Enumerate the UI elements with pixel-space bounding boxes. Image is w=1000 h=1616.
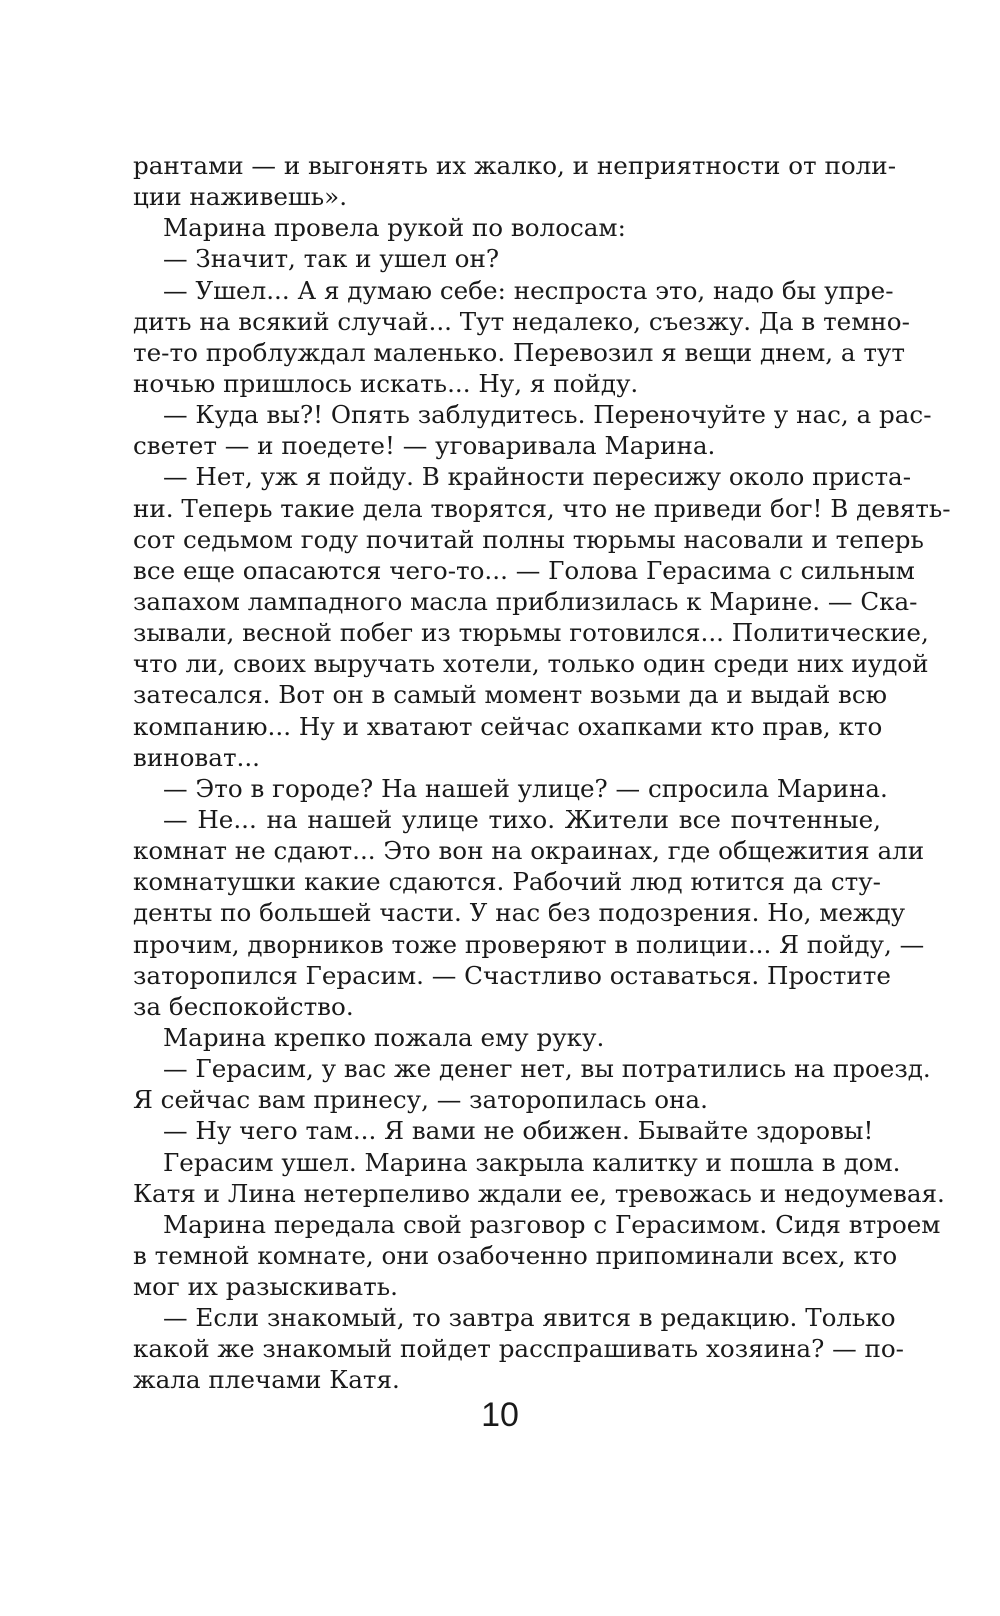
text-line: — Герасим, у вас же денег нет, вы потратились на проезд.: [163, 1054, 931, 1084]
text-line: ночью пришлось искать... Ну, я пойду.: [133, 368, 639, 398]
text-line: Катя и Лина нетерпеливо ждали ее, тревожась и недоумевая.: [133, 1178, 945, 1208]
text-line: жала плечами Катя.: [133, 1365, 400, 1395]
text-line: прочим, дворников тоже проверяют в полиции... Я пойду, —: [133, 929, 925, 959]
text-line: комнатушки какие сдаются. Рабочий люд ютится да сту-: [133, 867, 881, 897]
text-line: затесался. Вот он в самый момент возьми да и выдай всю: [133, 680, 888, 710]
text-line: Я сейчас вам принесу, — заторопилась она.: [133, 1085, 708, 1115]
text-line: — Куда вы?! Опять заблудитесь. Переночуйте у нас, а рас-: [163, 400, 932, 430]
text-line: — Не... на нашей улице тихо. Жители все почтенные,: [163, 804, 881, 834]
text-line: — Ну чего там... Я вами не обижен. Бывайте здоровы!: [163, 1116, 874, 1146]
text-line: Марина крепко пожала ему руку.: [163, 1022, 605, 1052]
text-line: в темной комнате, они озабоченно припоминали всех, кто: [133, 1240, 898, 1270]
text-line: все еще опасаются чего-то... — Голова Герасима с сильным: [133, 555, 915, 585]
text-line: — Это в городе? На нашей улице? — спросила Марина.: [163, 773, 888, 803]
text-line: светет — и поедете! — уговаривала Марина.: [133, 431, 716, 461]
text-line: — Нет, уж я пойду. В крайности пересижу около приста-: [163, 462, 912, 492]
text-line: Марина провела рукой по волосам:: [163, 213, 626, 243]
body-text: [133, 150, 951, 1396]
page-number: 10: [481, 1396, 519, 1434]
text-line: комнат не сдают... Это вон на окраинах, где общежития али: [133, 836, 925, 866]
text-line: какой же знакомый пойдет расспрашивать хозяина? — по-: [133, 1334, 904, 1364]
text-line: дить на всякий случай... Тут недалеко, съезжу. Да в темно-: [133, 306, 910, 336]
text-line: что ли, своих выручать хотели, только один среди них иудой: [133, 649, 929, 679]
text-line: компанию... Ну и хватают сейчас охапками кто прав, кто: [133, 711, 883, 741]
text-line: виноват...: [133, 742, 261, 772]
text-line: те-то проблуждал маленько. Перевозил я вещи днем, а тут: [133, 337, 906, 367]
text-line: — Если знакомый, то завтра явится в редакцию. Только: [163, 1303, 896, 1333]
text-line: заторопился Герасим. — Счастливо оставаться. Простите: [133, 960, 891, 990]
text-line: рантами — и выгонять их жалко, и неприятности от поли-: [133, 151, 897, 180]
text-line: мог их разыскивать.: [133, 1272, 398, 1302]
text-line: ни. Теперь такие дела творятся, что не приведи бог! В девять-: [133, 493, 951, 523]
text-line: Герасим ушел. Марина закрыла калитку и пошла в дом.: [163, 1147, 901, 1177]
text-line: денты по большей части. У нас без подозрения. Но, между: [133, 898, 906, 928]
text-line: Марина передала свой разговор с Герасимом. Сидя втроем: [163, 1209, 941, 1239]
text-line: — Ушел... А я думаю себе: неспроста это, надо бы упре-: [163, 275, 894, 305]
text-line: за беспокойство.: [133, 991, 354, 1021]
text-line: запахом лампадного масла приблизилась к Марине. — Ска-: [133, 586, 918, 616]
text-line: зывали, весной побег из тюрьмы готовился... Политические,: [133, 618, 929, 648]
text-line: — Значит, так и ушел он?: [163, 244, 500, 274]
text-line: ции наживешь».: [133, 182, 348, 212]
text-line: сот седьмом году почитай полны тюрьмы насовали и теперь: [133, 524, 924, 554]
